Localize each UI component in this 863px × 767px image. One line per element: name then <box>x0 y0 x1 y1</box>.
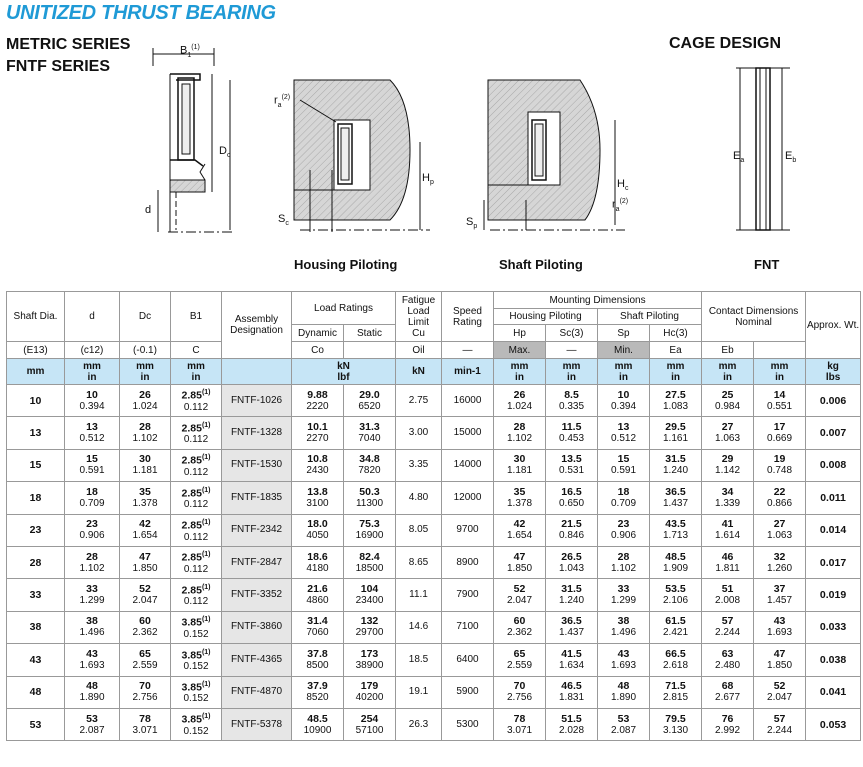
cell-assembly: FNTF-5378 <box>222 708 292 740</box>
cell-c: 18.0 4050 <box>292 514 344 546</box>
cell-d: 15 0.591 <box>65 449 120 481</box>
cell-cu: 3.35 <box>396 449 442 481</box>
cell-cu: 19.1 <box>396 676 442 708</box>
col-mounting: Mounting Dimensions <box>494 292 702 309</box>
cell-oil: 6400 <box>442 644 494 676</box>
sym-hc-min: Min. <box>598 342 650 359</box>
cell-assembly: FNTF-2847 <box>222 546 292 578</box>
cell-hc: 31.5 1.240 <box>650 449 702 481</box>
cell-sc: 16.5 0.650 <box>546 482 598 514</box>
cell-dc: 65 2.559 <box>120 644 171 676</box>
col-hc: Hc(3) <box>650 325 702 342</box>
cell-sc: 13.5 0.531 <box>546 449 598 481</box>
cell-b1: 2.85$^{(1)}$ 0.112 <box>171 449 222 481</box>
col-shaft-dia: Shaft Dia. <box>7 292 65 342</box>
cell-sc: 51.5 2.028 <box>546 708 598 740</box>
cell-d: 18 0.709 <box>65 482 120 514</box>
col-housing-piloting: Housing Piloting <box>494 309 598 325</box>
col-dynamic: Dynamic <box>292 325 344 342</box>
cell-cu: 8.65 <box>396 546 442 578</box>
cell-eb: 57 2.244 <box>754 708 806 740</box>
cell-eb: 22 0.866 <box>754 482 806 514</box>
cell-c: 48.5 10900 <box>292 708 344 740</box>
cell-assembly: FNTF-1328 <box>222 417 292 449</box>
cell-b1: 3.85$^{(1)}$ 0.152 <box>171 708 222 740</box>
col-dc: Dc <box>120 292 171 342</box>
cell-ea: 63 2.480 <box>702 644 754 676</box>
table-row <box>7 514 861 546</box>
cell-oil: 15000 <box>442 417 494 449</box>
cell-shaft: 48 <box>7 676 65 708</box>
dc-label: $D_c$ <box>219 145 231 160</box>
cell-ea: 27 1.063 <box>702 417 754 449</box>
cell-sp: 15 0.591 <box>598 449 650 481</box>
cell-assembly: FNTF-4870 <box>222 676 292 708</box>
col-speed: Speed Rating <box>442 292 494 342</box>
cell-eb: 43 1.693 <box>754 611 806 643</box>
cell-ea: 76 2.992 <box>702 708 754 740</box>
cell-hc: 79.5 3.130 <box>650 708 702 740</box>
table-row <box>7 417 861 449</box>
cell-sc: 21.5 0.846 <box>546 514 598 546</box>
eb-label: $E_b$ <box>785 150 797 165</box>
cell-dc: 52 2.047 <box>120 579 171 611</box>
cell-hc: 29.5 1.161 <box>650 417 702 449</box>
cell-sc: 31.5 1.240 <box>546 579 598 611</box>
cell-hp: 65 2.559 <box>494 644 546 676</box>
cell-assembly: FNTF-1026 <box>222 385 292 417</box>
cell-oil: 14000 <box>442 449 494 481</box>
cell-co: 104 23400 <box>344 579 396 611</box>
cell-c: 37.9 8520 <box>292 676 344 708</box>
cell-c: 21.6 4860 <box>292 579 344 611</box>
cell-oil: 7100 <box>442 611 494 643</box>
cell-ea: 29 1.142 <box>702 449 754 481</box>
cell-eb: 27 1.063 <box>754 514 806 546</box>
sym-eb: Eb <box>702 342 754 359</box>
cell-b1: 3.85$^{(1)}$ 0.152 <box>171 644 222 676</box>
cell-shaft: 43 <box>7 644 65 676</box>
cell-oil: 12000 <box>442 482 494 514</box>
cell-shaft: 38 <box>7 611 65 643</box>
cell-co: 179 40200 <box>344 676 396 708</box>
hp-label: $H_p$ <box>422 172 434 187</box>
table-row <box>7 611 861 643</box>
shaft-piloting-caption: Shaft Piloting <box>499 257 583 272</box>
cell-wt: 0.011 <box>806 482 861 514</box>
cell-sp: 48 1.890 <box>598 676 650 708</box>
cell-c: 37.8 8500 <box>292 644 344 676</box>
sym-ea: Ea <box>650 342 702 359</box>
col-shaft-piloting: Shaft Piloting <box>598 309 702 325</box>
cell-sp: 23 0.906 <box>598 514 650 546</box>
col-sp: Sp <box>598 325 650 342</box>
cell-oil: 7900 <box>442 579 494 611</box>
bearing-section-figure <box>153 48 232 232</box>
shaft-piloting-figure <box>484 80 625 230</box>
housing-piloting-figure <box>294 80 430 232</box>
cell-d: 33 1.299 <box>65 579 120 611</box>
cell-eb: 17 0.669 <box>754 417 806 449</box>
cell-eb: 14 0.551 <box>754 385 806 417</box>
cell-hp: 42 1.654 <box>494 514 546 546</box>
cell-oil: 8900 <box>442 546 494 578</box>
cell-eb: 47 1.850 <box>754 644 806 676</box>
cell-assembly: FNTF-3860 <box>222 611 292 643</box>
sp-label: $S_p$ <box>466 216 478 231</box>
table-row <box>7 676 861 708</box>
table-row <box>7 644 861 676</box>
cell-cu: 18.5 <box>396 644 442 676</box>
housing-piloting-caption: Housing Piloting <box>294 257 398 272</box>
cell-cu: 3.00 <box>396 417 442 449</box>
cell-dc: 28 1.102 <box>120 417 171 449</box>
units-row: mm mm in mm in mm in kN lbf kN min-1 mm in mm in mm in mm in mm in mm in kg lbs <box>7 359 861 385</box>
cell-wt: 0.017 <box>806 546 861 578</box>
cell-sp: 13 0.512 <box>598 417 650 449</box>
cage-design-title: CAGE DESIGN <box>669 35 782 52</box>
b1-label: $B_1^{(1)}$ <box>180 44 200 59</box>
cell-wt: 0.053 <box>806 708 861 740</box>
tol-b1: (-0.1) <box>120 342 171 359</box>
cell-hc: 61.5 2.421 <box>650 611 702 643</box>
col-b1: B1 <box>171 292 222 342</box>
cell-co: 75.3 16900 <box>344 514 396 546</box>
col-hp: Hp <box>494 325 546 342</box>
tol-d: (E13) <box>7 342 65 359</box>
cell-ea: 46 1.811 <box>702 546 754 578</box>
col-sc: Sc(3) <box>546 325 598 342</box>
cell-assembly: FNTF-2342 <box>222 514 292 546</box>
bearing-diagrams <box>0 40 863 240</box>
cell-d: 10 0.394 <box>65 385 120 417</box>
cell-sc: 8.5 0.335 <box>546 385 598 417</box>
cell-dc: 60 2.362 <box>120 611 171 643</box>
cell-hc: 66.5 2.618 <box>650 644 702 676</box>
cell-co: 132 29700 <box>344 611 396 643</box>
cell-eb: 19 0.748 <box>754 449 806 481</box>
cell-wt: 0.014 <box>806 514 861 546</box>
sym-c: C <box>171 342 222 359</box>
cell-c: 13.8 3100 <box>292 482 344 514</box>
cell-co: 173 38900 <box>344 644 396 676</box>
cell-oil: 9700 <box>442 514 494 546</box>
sym-sp-dash: — <box>546 342 598 359</box>
cell-dc: 26 1.024 <box>120 385 171 417</box>
cell-co: 254 57100 <box>344 708 396 740</box>
cell-shaft: 23 <box>7 514 65 546</box>
cell-sp: 10 0.394 <box>598 385 650 417</box>
cell-sc: 36.5 1.437 <box>546 611 598 643</box>
cell-wt: 0.006 <box>806 385 861 417</box>
cell-hp: 52 2.047 <box>494 579 546 611</box>
cell-ea: 41 1.614 <box>702 514 754 546</box>
col-approx-wt: Approx. Wt. <box>806 292 861 359</box>
cell-hp: 60 2.362 <box>494 611 546 643</box>
cell-eb: 52 2.047 <box>754 676 806 708</box>
cell-eb: 32 1.260 <box>754 546 806 578</box>
hc-label: $H_c$ <box>617 178 629 193</box>
table-row <box>7 449 861 481</box>
table-body <box>7 385 861 741</box>
cell-sp: 28 1.102 <box>598 546 650 578</box>
metric-series-label: METRIC SERIES <box>6 36 131 53</box>
ea-label: $E_a$ <box>733 150 745 165</box>
cell-b1: 3.85$^{(1)}$ 0.152 <box>171 676 222 708</box>
cell-b1: 3.85$^{(1)}$ 0.152 <box>171 611 222 643</box>
page-title: UNITIZED THRUST BEARING <box>6 2 276 24</box>
cell-dc: 42 1.654 <box>120 514 171 546</box>
cell-wt: 0.007 <box>806 417 861 449</box>
cell-sp: 18 0.709 <box>598 482 650 514</box>
cell-d: 38 1.496 <box>65 611 120 643</box>
cell-hc: 27.5 1.083 <box>650 385 702 417</box>
cell-ea: 57 2.244 <box>702 611 754 643</box>
cell-sp: 43 1.693 <box>598 644 650 676</box>
cell-hp: 30 1.181 <box>494 449 546 481</box>
cell-shaft: 33 <box>7 579 65 611</box>
cell-ea: 68 2.677 <box>702 676 754 708</box>
cell-hp: 28 1.102 <box>494 417 546 449</box>
cell-cu: 14.6 <box>396 611 442 643</box>
cell-wt: 0.041 <box>806 676 861 708</box>
sym-co: Co <box>292 342 344 359</box>
table-row <box>7 579 861 611</box>
cell-sc: 46.5 1.831 <box>546 676 598 708</box>
col-static: Static <box>344 325 396 342</box>
cell-b1: 2.85$^{(1)}$ 0.112 <box>171 482 222 514</box>
ra-label-shaft: $r_a^{(2)}$ <box>612 198 629 213</box>
cell-shaft: 18 <box>7 482 65 514</box>
sc-label: $S_c$ <box>278 213 289 228</box>
sym-sc-max: Max. <box>494 342 546 359</box>
cell-hp: 47 1.850 <box>494 546 546 578</box>
cell-cu: 2.75 <box>396 385 442 417</box>
bearing-spec-table <box>6 291 861 741</box>
col-d: d <box>65 292 120 342</box>
cell-hc: 36.5 1.437 <box>650 482 702 514</box>
sym-cu-blank <box>344 342 396 359</box>
cell-co: 50.3 11300 <box>344 482 396 514</box>
cell-c: 9.88 2220 <box>292 385 344 417</box>
cell-hp: 26 1.024 <box>494 385 546 417</box>
col-fatigue: Fatigue Load Limit Cu <box>396 292 442 342</box>
cell-d: 23 0.906 <box>65 514 120 546</box>
cell-ea: 51 2.008 <box>702 579 754 611</box>
cell-dc: 30 1.181 <box>120 449 171 481</box>
ra-label-housing: $r_a^{(2)}$ <box>274 94 291 109</box>
cell-wt: 0.019 <box>806 579 861 611</box>
fnt-cage-figure <box>736 68 790 230</box>
cell-d: 13 0.512 <box>65 417 120 449</box>
cell-hp: 78 3.071 <box>494 708 546 740</box>
table-header <box>7 292 861 385</box>
cell-sp: 33 1.299 <box>598 579 650 611</box>
cell-co: 82.4 18500 <box>344 546 396 578</box>
cell-hc: 53.5 2.106 <box>650 579 702 611</box>
col-load-ratings: Load Ratings <box>292 292 396 325</box>
cell-shaft: 13 <box>7 417 65 449</box>
cell-b1: 2.85$^{(1)}$ 0.112 <box>171 579 222 611</box>
cell-b1: 2.85$^{(1)}$ 0.112 <box>171 514 222 546</box>
table-row <box>7 482 861 514</box>
fnt-caption: FNT <box>754 257 780 272</box>
cell-hp: 70 2.756 <box>494 676 546 708</box>
cell-co: 31.3 7040 <box>344 417 396 449</box>
cell-ea: 25 0.984 <box>702 385 754 417</box>
cell-hp: 35 1.378 <box>494 482 546 514</box>
cell-eb: 37 1.457 <box>754 579 806 611</box>
cell-shaft: 53 <box>7 708 65 740</box>
cell-shaft: 15 <box>7 449 65 481</box>
cell-assembly: FNTF-1835 <box>222 482 292 514</box>
table-row <box>7 385 861 417</box>
d-label: d <box>145 204 152 216</box>
cell-dc: 35 1.378 <box>120 482 171 514</box>
cell-c: 10.1 2270 <box>292 417 344 449</box>
cell-dc: 70 2.756 <box>120 676 171 708</box>
cell-b1: 2.85$^{(1)}$ 0.112 <box>171 385 222 417</box>
cell-sc: 26.5 1.043 <box>546 546 598 578</box>
cell-sc: 11.5 0.453 <box>546 417 598 449</box>
cell-b1: 2.85$^{(1)}$ 0.112 <box>171 417 222 449</box>
cell-c: 18.6 4180 <box>292 546 344 578</box>
cell-cu: 4.80 <box>396 482 442 514</box>
cell-assembly: FNTF-1530 <box>222 449 292 481</box>
cell-sc: 41.5 1.634 <box>546 644 598 676</box>
table-row <box>7 546 861 578</box>
cell-b1: 2.85$^{(1)}$ 0.112 <box>171 546 222 578</box>
cell-hc: 43.5 1.713 <box>650 514 702 546</box>
sym-oil: Oil <box>396 342 442 359</box>
cell-sp: 38 1.496 <box>598 611 650 643</box>
cell-dc: 78 3.071 <box>120 708 171 740</box>
cell-oil: 16000 <box>442 385 494 417</box>
cell-d: 48 1.890 <box>65 676 120 708</box>
cell-d: 53 2.087 <box>65 708 120 740</box>
sym-hp-dash: — <box>442 342 494 359</box>
cell-cu: 11.1 <box>396 579 442 611</box>
cell-shaft: 10 <box>7 385 65 417</box>
fntf-series-label: FNTF SERIES <box>6 58 111 75</box>
cell-shaft: 28 <box>7 546 65 578</box>
cell-wt: 0.033 <box>806 611 861 643</box>
cell-wt: 0.008 <box>806 449 861 481</box>
cell-d: 28 1.102 <box>65 546 120 578</box>
cell-co: 34.8 7820 <box>344 449 396 481</box>
cell-d: 43 1.693 <box>65 644 120 676</box>
cell-oil: 5300 <box>442 708 494 740</box>
tol-dc: (c12) <box>65 342 120 359</box>
col-assembly: Assembly Designation <box>222 292 292 359</box>
cell-dc: 47 1.850 <box>120 546 171 578</box>
cell-hc: 71.5 2.815 <box>650 676 702 708</box>
cell-co: 29.0 6520 <box>344 385 396 417</box>
cell-wt: 0.038 <box>806 644 861 676</box>
table-row <box>7 708 861 740</box>
cell-cu: 8.05 <box>396 514 442 546</box>
cell-sp: 53 2.087 <box>598 708 650 740</box>
cell-c: 10.8 2430 <box>292 449 344 481</box>
cell-hc: 48.5 1.909 <box>650 546 702 578</box>
cell-cu: 26.3 <box>396 708 442 740</box>
cell-assembly: FNTF-4365 <box>222 644 292 676</box>
cell-assembly: FNTF-3352 <box>222 579 292 611</box>
cell-ea: 34 1.339 <box>702 482 754 514</box>
cell-c: 31.4 7060 <box>292 611 344 643</box>
cell-oil: 5900 <box>442 676 494 708</box>
col-contact: Contact Dimensions Nominal <box>702 292 806 342</box>
